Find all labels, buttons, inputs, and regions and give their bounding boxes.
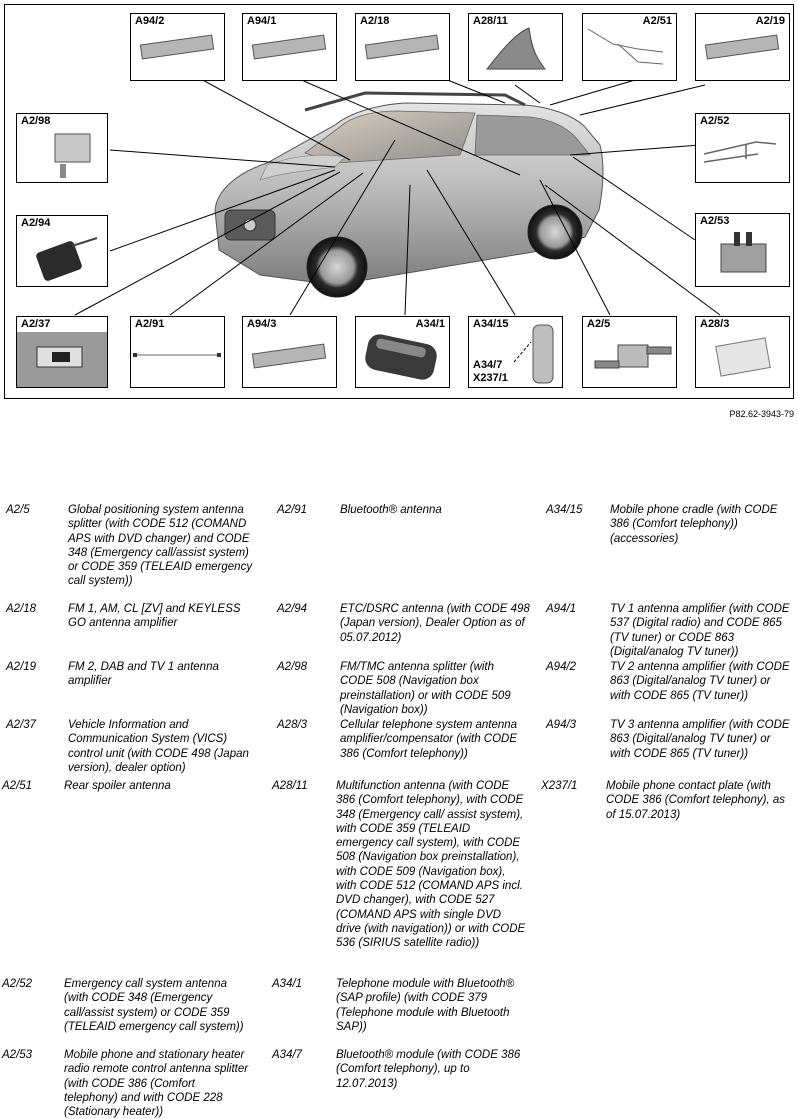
legend-code: A2/37	[6, 719, 37, 731]
label-a2-5: A2/5	[587, 318, 611, 330]
legend-code: A2/98	[277, 661, 308, 673]
label-a2-19: A2/19	[755, 15, 785, 27]
legend-code: A34/7	[272, 1049, 303, 1061]
label-a94-1: A94/1	[247, 15, 277, 27]
legend-text: Telephone module with Bluetooth® (SAP profile) (with CODE 379 (Telephone module with Bluetooth SAP))	[336, 978, 515, 1033]
legend-code: A94/1	[546, 603, 577, 615]
legend-code: A2/5	[6, 504, 30, 516]
label-a34-15: A34/15	[473, 318, 509, 330]
label-a94-2: A94/2	[135, 15, 165, 27]
legend-code: A94/2	[546, 661, 577, 673]
label-a34-7: A34/7	[473, 359, 503, 371]
legend-text: Multifunction antenna (with CODE 386 (Comfort telephony), with CODE 348 (Emergency call/ assist system), with CODE 359 (TELEAID emergency call system), with CODE 508 (Navigation box preinstallation), with CODE 509 (Navigation box), with CODE 512 (COMAND APS incl. DVD changer), with CODE 527 (COMAND APS with single DVD drive (with navigation)) or with CODE 536 (SIRIUS satellite radio))	[336, 780, 526, 950]
legend-text: FM 2, DAB and TV 1 antenna amplifier	[68, 661, 219, 688]
legend-text: Rear spoiler antenna	[64, 780, 171, 792]
legend-text: Emergency call system antenna (with CODE 348 (Emergency call/assist system) or CODE 359 (TELEAID emergency call system))	[64, 978, 244, 1033]
legend-text: Bluetooth® module (with CODE 386 (Comfort telephony), up to 12.07.2013)	[336, 1049, 521, 1090]
label-a2-53: A2/53	[700, 215, 730, 227]
legend-code: X237/1	[541, 780, 578, 792]
legend-code: A2/91	[277, 504, 308, 516]
label-a28-3: A28/3	[700, 318, 730, 330]
figure-id: P82.62-3943-79	[729, 409, 794, 419]
legend-text: Bluetooth® antenna	[340, 504, 442, 516]
legend-text: Global positioning system antenna splitter (with CODE 512 (COMAND APS with DVD changer) and CODE 348 (Emergency call/assist system) or CODE 359 (TELEAID emergency call system))	[68, 504, 253, 588]
legend-text: ETC/DSRC antenna (with CODE 498 (Japan version), Dealer Option as of 05.07.2012)	[340, 603, 530, 644]
legend-code: A2/52	[2, 978, 33, 990]
legend-code: A34/15	[546, 504, 583, 516]
legend-text: TV 2 antenna amplifier (with CODE 863 (Digital/analog TV tuner) or with CODE 865 (TV tuner))	[610, 661, 790, 702]
legend-text: Mobile phone cradle (with CODE 386 (Comfort telephony)) (accessories)	[610, 504, 778, 545]
legend-code: A2/51	[2, 780, 33, 792]
label-a2-52: A2/52	[700, 115, 730, 127]
label-a2-98: A2/98	[21, 115, 51, 127]
legend-text: FM/TMC antenna splitter (with CODE 508 (Navigation box preinstallation) or with CODE 509 (Navigation box))	[340, 661, 511, 716]
legend-text: Vehicle Information and Communication System (VICS) control unit (with CODE 498 (Japan version), dealer option)	[68, 719, 249, 774]
label-x237-1: X237/1	[473, 372, 508, 384]
label-a2-37: A2/37	[21, 318, 51, 330]
legend-text: Mobile phone and stationary heater radio remote control antenna splitter (with CODE 386 (Comfort telephony) and with CODE 228 (Stationary heater))	[64, 1049, 249, 1119]
legend-text: TV 1 antenna amplifier (with CODE 537 (Digital radio) and CODE 865 (TV tuner) or CODE 863 (Digital/analog TV tuner))	[610, 603, 790, 658]
label-a34-1: A34/1	[415, 318, 445, 330]
legend-code: A2/18	[6, 603, 37, 615]
label-a28-11: A28/11	[473, 15, 508, 27]
legend-code: A94/3	[546, 719, 577, 731]
legend-text: FM 1, AM, CL [ZV] and KEYLESS GO antenna amplifier	[68, 603, 241, 630]
legend-code: A28/3	[277, 719, 308, 731]
label-a94-3: A94/3	[247, 318, 277, 330]
label-a2-91: A2/91	[135, 318, 165, 330]
legend-code: A2/53	[2, 1049, 33, 1061]
legend-code: A34/1	[272, 978, 303, 990]
legend-text: TV 3 antenna amplifier (with CODE 863 (Digital/analog TV tuner) or with CODE 865 (TV tuner))	[610, 719, 790, 760]
label-a2-51: A2/51	[642, 15, 672, 27]
legend-code: A2/19	[6, 661, 37, 673]
legend-text: Mobile phone contact plate (with CODE 386 (Comfort telephony), as of 15.07.2013)	[606, 780, 785, 821]
legend-text: Cellular telephone system antenna amplifier/compensator (with CODE 386 (Comfort telephony))	[340, 719, 518, 760]
legend-code: A2/94	[277, 603, 308, 615]
label-a2-94: A2/94	[21, 217, 51, 229]
legend-code: A28/11	[272, 780, 308, 792]
label-a2-18: A2/18	[360, 15, 390, 27]
